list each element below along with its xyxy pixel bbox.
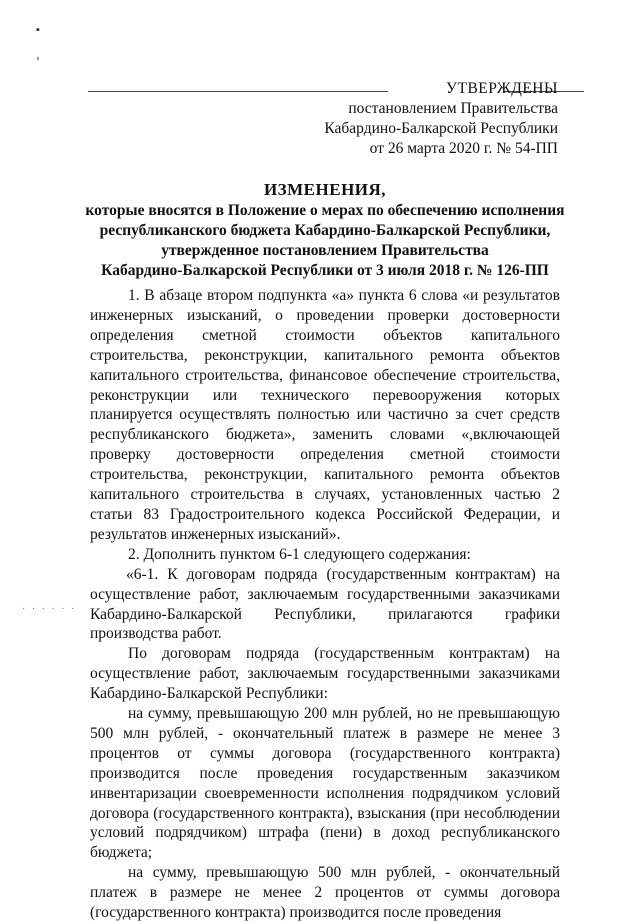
scan-mark: ▪ bbox=[36, 24, 40, 36]
approval-line: постановлением Правительства bbox=[348, 100, 558, 117]
title-main: ИЗМЕНЕНИЯ, bbox=[263, 180, 387, 199]
paragraph-item-2: 2. Дополнить пунктом 6-1 следующего содержания: bbox=[128, 545, 471, 563]
paragraph-item-6-1: «6-1. К договорам подряда (государственным контрактам) на осуществление работ, заключаемым государственными заказчиками Кабардино-Балкарской Республики, прилагаются графики производства работ. bbox=[90, 565, 560, 643]
title-line: которые вносятся в Положение о мерах по обеспечению исполнения bbox=[85, 202, 565, 219]
scan-mark: › bbox=[36, 52, 40, 64]
approval-line: Кабардино-Балкарской Республики bbox=[324, 120, 558, 137]
paragraph-200-500: на сумму, превышающую 200 млн рублей, но не превышающую 500 млн рублей, - окончательный платеж в размере не менее 3 процентов от суммы договора (государственного контракта) производится после проведения государственным заказчиком инвентаризации своевременности исполнения подрядчиком условий договора (государственного контракта), взыскания (при несоблюдении условий подрядчиком) штрафа (пени) в доход республиканского бюджета; bbox=[90, 705, 560, 862]
scan-marks bbox=[36, 16, 40, 72]
document-body bbox=[90, 286, 560, 923]
title-line: утвержденное постановлением Правительства bbox=[161, 242, 489, 259]
approval-line: от 26 марта 2020 г. № 54-ПП bbox=[369, 140, 558, 157]
paragraph-item-1: 1. В абзаце втором подпункта «а» пункта 6 слова «и результатов инженерных изысканий, о проведении проверки достоверности определения сметной стоимости объектов капитального строительства, реконструкции, капитального ремонта объектов капитального строительства, финансовое обеспечение строительства, реконструкции или технического перевооружения которых планируется осуществлять полностью или частично за счет средств республиканского бюджета», заменить словами «,включающей проверку достоверности определения сметной стоимости строительства, реконструкции, капитального ремонта объектов капитального строительства в случаях, установленных частью 2 статьи 83 Градостроительного кодекса Российской Федерации, и результатов инженерных изысканий». bbox=[90, 287, 560, 543]
paragraph-over-500: на сумму, превышающую 500 млн рублей, - окончательный платеж в размере не менее 2 процентов от суммы договора (государственного контракта) производится после проведения bbox=[90, 864, 560, 922]
title-line: Кабардино-Балкарской Республики от 3 июля 2018 г. № 126-ПП bbox=[101, 262, 549, 279]
approval-block bbox=[324, 79, 558, 159]
document-title bbox=[80, 180, 570, 281]
paragraph-contracts: По договорам подряда (государственным контрактам) на осуществление работ, заключаемым государственными заказчиками Кабардино-Балкарской Республики: bbox=[90, 645, 560, 703]
approval-heading: УТВЕРЖДЕНЫ bbox=[446, 80, 558, 97]
scan-artifact: · · · · · · bbox=[22, 604, 77, 615]
title-line: республиканского бюджета Кабардино-Балкарской Республики, bbox=[99, 222, 551, 239]
